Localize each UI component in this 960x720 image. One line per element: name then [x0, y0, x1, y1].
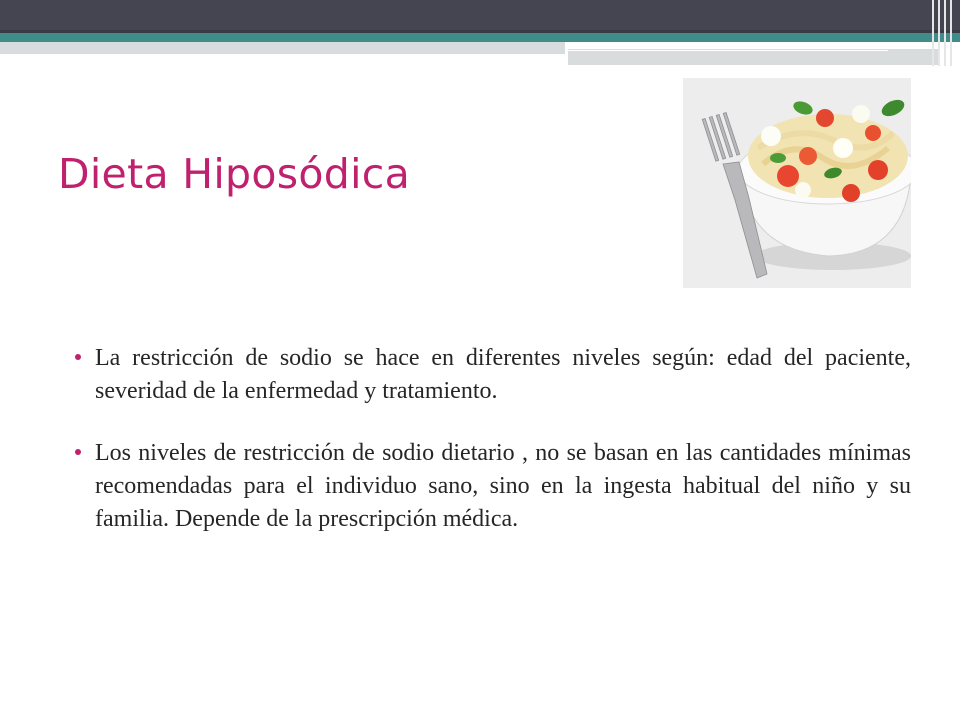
pasta-salad-bowl-icon [683, 78, 911, 288]
bullet-item [75, 342, 911, 408]
header-gray-bar-right [568, 49, 940, 65]
slide-title: Dieta Hiposódica [58, 150, 411, 198]
header-dark-bar [0, 0, 960, 33]
header-gray-bar-left [0, 42, 565, 54]
bullet-dot-icon [75, 449, 81, 455]
corner-lines-decoration [928, 0, 960, 66]
bullet-text: La restricción de sodio se hace en diferentes niveles según: edad del paciente, severidad de la enfermedad y tratamiento. [95, 345, 911, 404]
header-white-line [568, 50, 888, 51]
header-teal-bar [0, 33, 960, 42]
bullet-text: Los niveles de restricción de sodio dietario , no se basan en las cantidades mínimas recomendadas para el individuo sano, sino en la ingesta habitual del niño y su familia. Depende de la prescripción médica. [95, 440, 911, 532]
bullet-dot-icon [75, 354, 81, 360]
bullet-item [75, 437, 911, 536]
bullet-list [75, 342, 911, 536]
